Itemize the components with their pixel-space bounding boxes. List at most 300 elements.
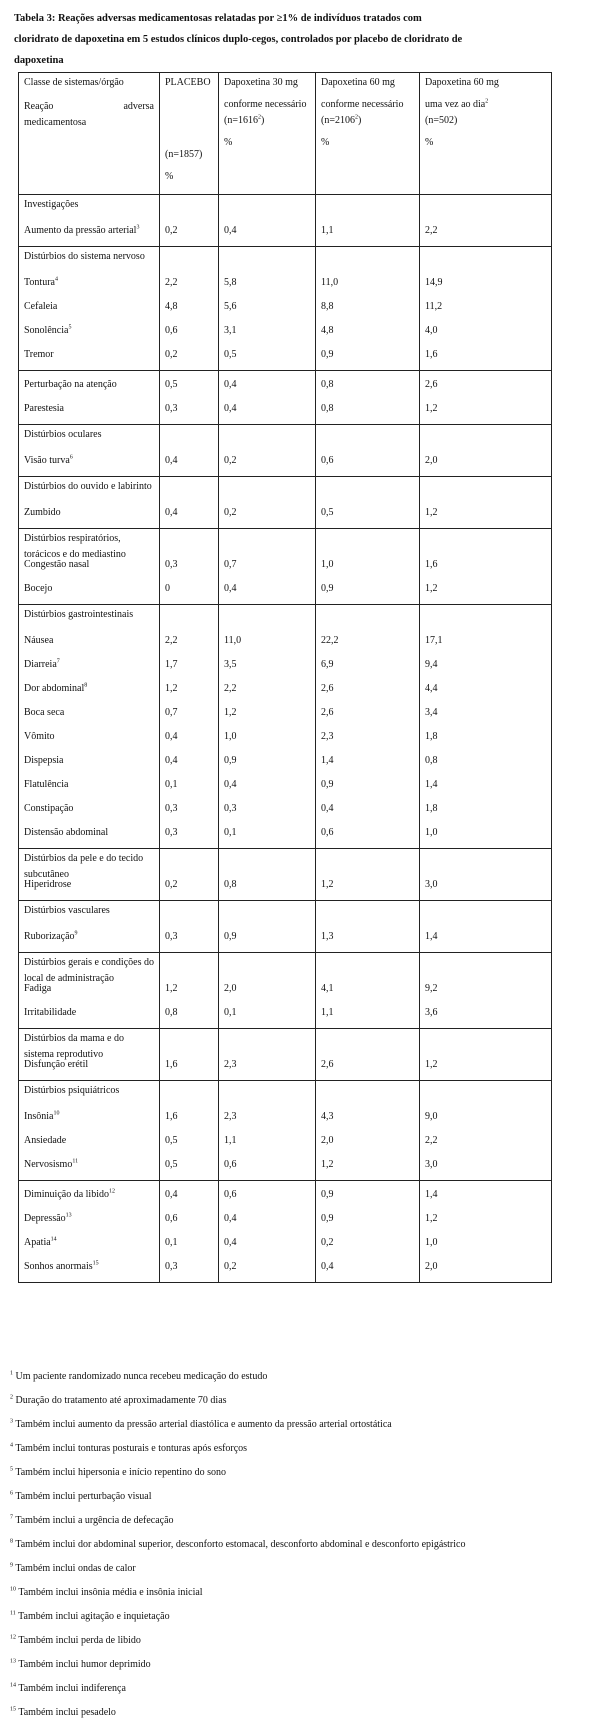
value-text: 0,3 — [165, 827, 178, 838]
footnote-number: 3 — [10, 1418, 13, 1425]
spacer — [321, 249, 414, 265]
value-cell — [160, 195, 219, 247]
value-cell — [160, 477, 219, 529]
reaction-name — [24, 1255, 154, 1279]
reaction-name — [24, 343, 154, 367]
value-cell — [420, 1181, 552, 1283]
value-text: 1,2 — [165, 983, 178, 994]
value-text: 1,8 — [425, 803, 438, 814]
value-text: 1,8 — [425, 731, 438, 742]
system-organ-cell — [19, 529, 160, 605]
category-label: Investigações — [24, 199, 79, 210]
reaction-name — [24, 295, 154, 319]
header-text: PLACEBO — [165, 77, 211, 88]
value-cell — [316, 1181, 420, 1283]
system-organ-cell — [19, 1181, 160, 1283]
value-text: 1,0 — [425, 1237, 438, 1248]
footnote — [10, 1442, 550, 1455]
header-text: uma vez ao dia$^2$ — [425, 98, 489, 110]
spacer — [425, 1083, 546, 1099]
reaction-name — [24, 1129, 154, 1153]
footnote-number: 15 — [10, 1706, 16, 1713]
value-text: 2,0 — [425, 455, 438, 466]
footnote-ref: 7 — [56, 658, 60, 665]
table-row — [19, 953, 552, 1029]
value-text: 0,8 — [321, 403, 334, 414]
caption-line: dapoxetina — [14, 55, 64, 66]
value-cell — [316, 605, 420, 849]
header-text: % — [165, 171, 174, 182]
value-text: 4,8 — [165, 301, 178, 312]
value-text: 0,2 — [165, 879, 178, 890]
reaction-text: Sonhos anormais — [24, 1261, 93, 1272]
value-text: 1,2 — [425, 583, 438, 594]
value-text: 0,9 — [321, 583, 334, 594]
value-cell — [316, 247, 420, 371]
reaction-text: Diarreia — [24, 659, 57, 670]
table-row — [19, 605, 552, 849]
value-text: 0,7 — [224, 559, 237, 570]
reaction-text: Parestesia — [24, 403, 64, 414]
header-text: % — [224, 137, 233, 148]
value-text: 0,4 — [224, 583, 237, 594]
footnote-text: Também inclui tonturas posturais e tonturas após esforços — [15, 1443, 248, 1454]
value-text: 14,9 — [425, 277, 443, 288]
value-text: 2,3 — [224, 1111, 237, 1122]
value-cell — [160, 529, 219, 605]
reaction-text: Tremor — [24, 349, 54, 360]
reaction-name — [24, 1153, 154, 1177]
reaction-text: Perturbação na atenção — [24, 379, 117, 390]
value-text: 4,8 — [321, 325, 334, 336]
value-text: 3,4 — [425, 707, 438, 718]
reaction-text: Dispepsia — [24, 755, 64, 766]
value-cell — [219, 1081, 316, 1181]
spacer — [321, 479, 414, 495]
caption-line: Tabela 3: Reações adversas medicamentosas relatadas por ≥1% de indivíduos tratados com — [14, 13, 422, 24]
system-organ-cell — [19, 477, 160, 529]
reaction-name — [24, 873, 154, 897]
value-text: 1,4 — [321, 755, 334, 766]
value-text: 0,4 — [224, 1237, 237, 1248]
value-cell — [420, 195, 552, 247]
system-organ-cell — [19, 953, 160, 1029]
system-organ-cell — [19, 195, 160, 247]
reaction-name — [24, 797, 154, 821]
reaction-name — [24, 677, 154, 701]
footnote-number: 9 — [10, 1562, 13, 1569]
reaction-name — [24, 449, 154, 473]
value-cell — [160, 849, 219, 901]
value-cell — [420, 425, 552, 477]
category-label: Distúrbios gastrointestinais — [24, 609, 134, 620]
value-text: 0,4 — [165, 455, 178, 466]
value-text: 0,4 — [224, 779, 237, 790]
spacer — [224, 1083, 310, 1099]
spacer — [425, 903, 546, 919]
reaction-name — [24, 749, 154, 773]
footnote-ref: 9 — [74, 930, 78, 937]
spacer — [321, 607, 414, 623]
value-cell — [160, 425, 219, 477]
header-text: Dapoxetina 30 mg — [224, 77, 298, 88]
footnote — [10, 1490, 550, 1503]
value-text: 3,1 — [224, 325, 237, 336]
footnote-text: Também inclui a urgência de defecação — [15, 1515, 174, 1526]
value-text: 0,5 — [165, 1135, 178, 1146]
value-text: 0,3 — [165, 1261, 178, 1272]
reaction-name — [24, 501, 154, 525]
footnote — [10, 1418, 550, 1431]
reaction-name — [24, 629, 154, 653]
value-text: 0,9 — [321, 779, 334, 790]
footnote-number: 1 — [10, 1370, 13, 1377]
spacer — [321, 427, 414, 443]
spacer — [321, 531, 414, 547]
header-text: Classe de sistemas/órgão — [24, 77, 124, 88]
value-text: 3,6 — [425, 1007, 438, 1018]
reaction-name — [24, 319, 154, 343]
table-row — [19, 1181, 552, 1283]
spacer — [425, 955, 546, 971]
footnote-ref: 11 — [72, 1158, 79, 1165]
spacer — [224, 427, 310, 443]
reaction-text: Ansiedade — [24, 1135, 67, 1146]
table-row — [19, 529, 552, 605]
footnotes — [10, 1370, 550, 1730]
reaction-text: Boca seca — [24, 707, 65, 718]
value-text: 2,2 — [224, 683, 237, 694]
value-text: 1,6 — [425, 559, 438, 570]
value-cell — [219, 195, 316, 247]
value-cell — [160, 1029, 219, 1081]
value-cell — [420, 1029, 552, 1081]
value-cell — [420, 247, 552, 371]
footnote — [10, 1538, 550, 1551]
header-text: (n=1857) — [165, 149, 203, 160]
value-text: 8,8 — [321, 301, 334, 312]
value-text: 0,3 — [165, 403, 178, 414]
value-text: 2,6 — [321, 707, 334, 718]
reaction-name — [24, 553, 154, 577]
value-cell — [219, 371, 316, 425]
value-cell — [219, 901, 316, 953]
header-text: % — [425, 137, 434, 148]
value-text: 2,6 — [321, 1059, 334, 1070]
value-text: 2,2 — [165, 277, 178, 288]
footnote — [10, 1562, 550, 1575]
footnote-number: 14 — [10, 1682, 16, 1689]
spacer — [224, 955, 310, 971]
value-text: 4,3 — [321, 1111, 334, 1122]
table-row — [19, 195, 552, 247]
category-label: Distúrbios oculares — [24, 429, 102, 440]
value-cell — [316, 953, 420, 1029]
footnote-number: 2 — [10, 1394, 13, 1401]
value-text: 1,7 — [165, 659, 178, 670]
value-cell — [420, 849, 552, 901]
footnote-number: 6 — [10, 1490, 13, 1497]
header-text: (n=502) — [425, 115, 458, 126]
spacer — [224, 249, 310, 265]
spacer — [165, 531, 213, 547]
value-cell — [160, 1181, 219, 1283]
reaction-name — [24, 821, 154, 845]
reaction-text: Apatia — [24, 1237, 51, 1248]
category-label: Distúrbios do ouvido e labirinto — [24, 481, 152, 492]
reaction-text: Aumento da pressão arterial — [24, 225, 137, 236]
value-cell — [316, 477, 420, 529]
value-cell — [160, 1081, 219, 1181]
value-text: 5,6 — [224, 301, 237, 312]
value-text: 4,1 — [321, 983, 334, 994]
header-text: % — [321, 137, 330, 148]
footnote-text: Um paciente randomizado nunca recebeu medicação do estudo — [15, 1371, 268, 1382]
value-cell — [160, 605, 219, 849]
value-text: 0,2 — [224, 1261, 237, 1272]
reaction-text: Hiperidrose — [24, 879, 72, 890]
footnote-text: Também inclui ondas de calor — [15, 1563, 136, 1574]
spacer — [425, 851, 546, 867]
reaction-name — [24, 271, 154, 295]
footnote — [10, 1634, 550, 1647]
reaction-name — [24, 219, 154, 243]
table-row — [19, 849, 552, 901]
reaction-text: Ruborização — [24, 931, 75, 942]
value-cell — [420, 605, 552, 849]
value-cell — [420, 371, 552, 425]
value-text: 0,2 — [224, 507, 237, 518]
system-organ-cell — [19, 371, 160, 425]
adverse-reactions-table — [18, 72, 552, 1283]
value-text: 0,4 — [165, 755, 178, 766]
reaction-name — [24, 577, 154, 601]
table-row — [19, 477, 552, 529]
footnote-text: Também inclui perda de libido — [18, 1635, 141, 1646]
value-text: 6,9 — [321, 659, 334, 670]
table-row — [19, 1029, 552, 1081]
spacer — [321, 955, 414, 971]
reaction-name — [24, 1001, 154, 1025]
value-text: 2,6 — [425, 379, 438, 390]
footnote-number: 11 — [10, 1610, 16, 1617]
value-text: 0,4 — [224, 1213, 237, 1224]
footnote-text: Também inclui perturbação visual — [15, 1491, 152, 1502]
reaction-name — [24, 725, 154, 749]
value-text: 9,4 — [425, 659, 438, 670]
value-text: 0,2 — [165, 225, 178, 236]
value-cell — [219, 425, 316, 477]
value-text: 0,1 — [224, 827, 237, 838]
value-text: 3,0 — [425, 879, 438, 890]
value-text: 11,0 — [321, 277, 339, 288]
value-cell — [219, 605, 316, 849]
value-text: 2,3 — [321, 731, 334, 742]
reaction-text: Congestão nasal — [24, 559, 90, 570]
value-text: 0,4 — [224, 403, 237, 414]
value-text: 0,4 — [321, 803, 334, 814]
value-cell — [420, 901, 552, 953]
reaction-text: Constipação — [24, 803, 74, 814]
footnote-ref: 6 — [69, 454, 73, 461]
caption-line: cloridrato de dapoxetina em 5 estudos clínicos duplo-cegos, controlados por placebo de cloridrato de — [14, 34, 463, 45]
reaction-name — [24, 653, 154, 677]
value-text: 0,9 — [321, 349, 334, 360]
value-text: 0,5 — [224, 349, 237, 360]
category-label: Distúrbios psiquiátricos — [24, 1085, 120, 1096]
value-text: 2,2 — [425, 1135, 438, 1146]
value-text: 0,2 — [165, 349, 178, 360]
spacer — [425, 249, 546, 265]
value-cell — [316, 1029, 420, 1081]
value-text: 0,9 — [224, 931, 237, 942]
footnote — [10, 1610, 550, 1623]
spacer — [224, 851, 310, 867]
value-text: 1,0 — [321, 559, 334, 570]
footnote-text: Também inclui pesadelo — [18, 1707, 116, 1718]
footnote-ref: 4 — [54, 276, 58, 283]
value-text: 0,8 — [321, 379, 334, 390]
footnote-ref: 3 — [136, 224, 140, 231]
value-text: 0 — [165, 583, 170, 594]
reaction-text: Insônia — [24, 1111, 54, 1122]
reaction-text: Irritabilidade — [24, 1007, 77, 1018]
value-text: 2,2 — [165, 635, 178, 646]
value-cell — [160, 953, 219, 1029]
reaction-text: Nervosismo — [24, 1159, 73, 1170]
footnote — [10, 1706, 550, 1719]
value-text: 0,4 — [165, 507, 178, 518]
reaction-text: Sonolência — [24, 325, 69, 336]
value-text: 0,1 — [165, 1237, 178, 1248]
reaction-name — [24, 1183, 154, 1207]
category-label: Distúrbios da mama e do sistema reprodutivo — [24, 1033, 124, 1060]
table-row — [19, 425, 552, 477]
value-cell — [316, 195, 420, 247]
reaction-text: Vômito — [24, 731, 55, 742]
system-organ-cell — [19, 247, 160, 371]
spacer — [321, 197, 414, 213]
value-text: 1,0 — [425, 827, 438, 838]
value-text: 11,2 — [425, 301, 443, 312]
reaction-name — [24, 1231, 154, 1255]
value-text: 1,2 — [425, 1059, 438, 1070]
reaction-text: Flatulência — [24, 779, 69, 790]
category-label: Distúrbios do sistema nervoso — [24, 251, 145, 262]
value-cell — [316, 849, 420, 901]
reaction-text: Visão turva — [24, 455, 70, 466]
value-cell — [420, 477, 552, 529]
reaction-text: Zumbido — [24, 507, 61, 518]
system-organ-cell — [19, 1029, 160, 1081]
value-text: 2,6 — [321, 683, 334, 694]
footnote-number: 12 — [10, 1634, 16, 1641]
reaction-text: Diminuição da libido — [24, 1189, 109, 1200]
value-text: 0,8 — [224, 879, 237, 890]
spacer — [224, 607, 310, 623]
value-cell — [420, 529, 552, 605]
value-cell — [160, 247, 219, 371]
spacer — [165, 1083, 213, 1099]
value-text: 0,3 — [165, 803, 178, 814]
reaction-text: Disfunção erétil — [24, 1059, 89, 1070]
footnote-number: 4 — [10, 1442, 13, 1449]
value-text: 1,2 — [425, 507, 438, 518]
reaction-name — [24, 373, 154, 397]
value-cell — [219, 1181, 316, 1283]
header-text: medicamentosa — [24, 117, 87, 128]
value-cell — [219, 953, 316, 1029]
value-text: 0,6 — [165, 325, 178, 336]
value-text: 3,0 — [425, 1159, 438, 1170]
footnote — [10, 1466, 550, 1479]
value-text: 9,0 — [425, 1111, 438, 1122]
value-cell — [420, 953, 552, 1029]
value-text: 0,4 — [165, 1189, 178, 1200]
value-text: 1,4 — [425, 779, 438, 790]
reaction-text: Tontura — [24, 277, 55, 288]
value-cell — [219, 529, 316, 605]
system-organ-cell — [19, 605, 160, 849]
value-text: 0,5 — [321, 507, 334, 518]
reaction-name — [24, 773, 154, 797]
value-text: 0,3 — [165, 931, 178, 942]
value-text: 1,2 — [224, 707, 237, 718]
spacer — [321, 851, 414, 867]
footnote-text: Também inclui insônia média e insônia inicial — [18, 1587, 203, 1598]
value-text: 1,4 — [425, 1189, 438, 1200]
category-label: Distúrbios gerais e condições do local de administração — [24, 957, 154, 984]
value-text: 0,5 — [165, 1159, 178, 1170]
value-text: 0,4 — [224, 379, 237, 390]
table-row — [19, 371, 552, 425]
reaction-text: Fadiga — [24, 983, 52, 994]
value-text: 0,9 — [224, 755, 237, 766]
footnote-text: Também inclui hipersonia e início repentino do sono — [15, 1467, 226, 1478]
footnote-ref: 5 — [68, 324, 72, 331]
footnote-text: Também inclui agitação e inquietação — [18, 1611, 170, 1622]
spacer — [165, 197, 213, 213]
value-text: 5,8 — [224, 277, 237, 288]
value-text: 0,9 — [321, 1213, 334, 1224]
value-text: 0,8 — [165, 1007, 178, 1018]
value-text: 1,2 — [165, 683, 178, 694]
spacer — [425, 427, 546, 443]
value-text: 1,6 — [425, 349, 438, 360]
value-text: 1,4 — [425, 931, 438, 942]
footnote-text: Também inclui dor abdominal superior, desconforto estomacal, desconforto abdominal e desconforto epigástrico — [15, 1539, 466, 1550]
spacer — [321, 1083, 414, 1099]
value-text: 2,2 — [425, 225, 438, 236]
spacer — [224, 479, 310, 495]
footnote-number: 5 — [10, 1466, 13, 1473]
value-cell — [160, 371, 219, 425]
value-text: 22,2 — [321, 635, 339, 646]
value-cell — [219, 1029, 316, 1081]
value-text: 0,4 — [165, 731, 178, 742]
spacer — [165, 427, 213, 443]
footnote-ref: 8 — [84, 682, 88, 689]
category-label: Distúrbios respiratórios, torácicos e do mediastino — [24, 533, 126, 560]
footnote-ref: 10 — [53, 1110, 60, 1117]
footnote-ref: 13 — [65, 1212, 72, 1219]
footnote-number: 7 — [10, 1514, 13, 1521]
value-text: 0,6 — [321, 455, 334, 466]
reaction-name — [24, 397, 154, 421]
reaction-name — [24, 925, 154, 949]
footnote-number: 10 — [10, 1586, 16, 1593]
category-label: Distúrbios vasculares — [24, 905, 110, 916]
